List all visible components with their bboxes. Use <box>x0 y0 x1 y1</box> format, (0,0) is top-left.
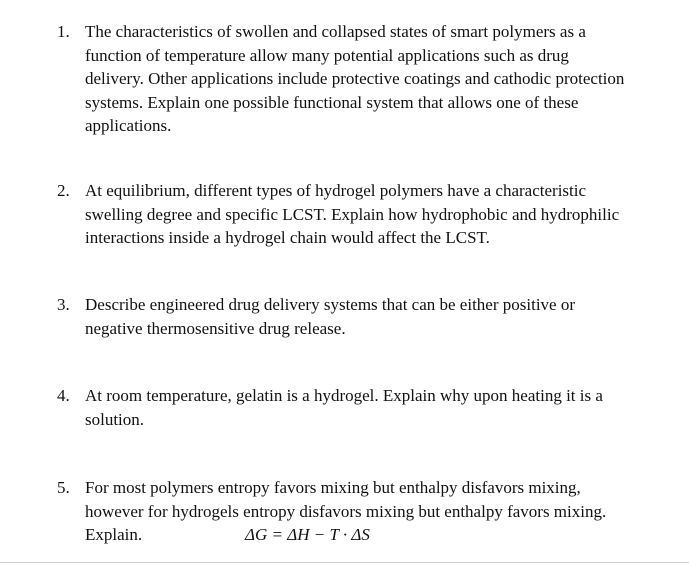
bottom-divider <box>0 562 689 563</box>
question-line: delivery. Other applications include protective coatings and cathodic protection <box>85 69 625 88</box>
question-line: Describe engineered drug delivery systems that can be either positive or <box>85 295 575 314</box>
question-line: applications. <box>85 116 172 135</box>
question-number: 5. <box>57 478 70 497</box>
question-line: function of temperature allow many potential applications such as drug <box>85 45 569 65</box>
question-line: negative thermosensitive drug release. <box>85 318 346 338</box>
gibbs-free-energy-formula: ΔG = ΔH − T · ΔS <box>245 525 370 544</box>
question-text <box>85 476 685 547</box>
question-line: swelling degree and specific LCST. Explain how hydrophobic and hydrophilic <box>85 204 620 224</box>
question-line: systems. Explain one possible functional system that allows one of these <box>85 92 579 112</box>
question-line: The characteristics of swollen and collapsed states of smart polymers as a <box>85 22 586 41</box>
question-number: 3. <box>57 295 70 314</box>
question-number: 2. <box>57 181 70 200</box>
question-number: 1. <box>57 22 70 41</box>
question-line: At room temperature, gelatin is a hydrogel. Explain why upon heating it is a <box>85 386 603 405</box>
question-number: 4. <box>57 386 70 405</box>
question-text <box>85 179 685 250</box>
question-line: solution. <box>85 409 145 429</box>
question-text <box>85 293 685 340</box>
question-text <box>85 20 685 138</box>
question-line: For most polymers entropy favors mixing but enthalpy disfavors mixing, <box>85 478 581 497</box>
question-text <box>85 384 685 431</box>
question-line: however for hydrogels entropy disfavors mixing but enthalpy favors mixing. <box>85 501 607 521</box>
question-line-with-formula <box>85 523 685 547</box>
question-line: interactions inside a hydrogel chain would affect the LCST. <box>85 228 490 247</box>
question-line: Explain. <box>85 525 143 544</box>
question-line: At equilibrium, different types of hydrogel polymers have a characteristic <box>85 181 587 200</box>
